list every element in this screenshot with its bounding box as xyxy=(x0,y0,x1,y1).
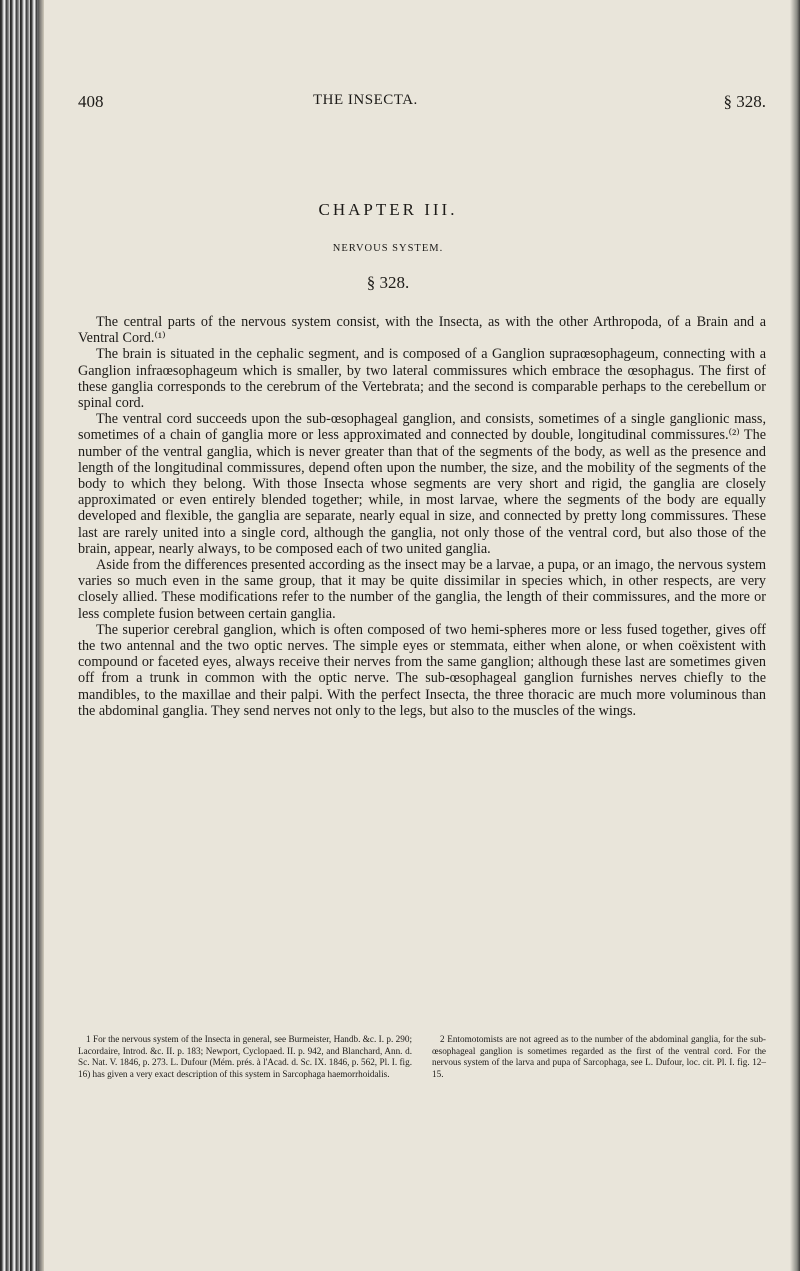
paragraph: The brain is situated in the cephalic segment, and is composed of a Ganglion supraœsophageum, connecting with a Ganglion infraœsophageum which is smaller, by two lateral commissures which embrace the œsophagus. The first of these ganglia corresponds to the cerebrum of the Vertebrata; and the second is comparable perhaps to the cerebellum or spinal cord. xyxy=(78,346,766,412)
section-heading: § 328. xyxy=(366,273,410,292)
running-head xyxy=(78,92,778,116)
running-title: THE INSECTA. xyxy=(313,92,418,108)
footnotes xyxy=(78,1034,766,1080)
footnote-column-right xyxy=(432,1034,766,1080)
page-edge-shadow xyxy=(790,0,800,1271)
chapter-subtitle: NERVOUS SYSTEM. xyxy=(332,243,444,254)
paragraph: The ventral cord succeeds upon the sub-œsophageal ganglion, and consists, sometimes of a single ganglionic mass, sometimes of a chain of ganglia more or less approximated and connected by double, longitudinal commissures.⁽²⁾ The number of the ventral ganglia, which is never greater than that of the segments of the body, as well as the presence and length of the longitudinal commissures, depend often upon the number, the size, and the mobility of the segments of the body to which they belong. With those Insecta whose segments are very short and rigid, the ganglia are closely approximated or even entirely blended together; while, in most larvae, where the segments of the body are equally developed and flexible, the ganglia are separate, nearly equal in size, and connected by pretty long commissures. These last are rarely united into a single cord, although the ganglia, not only those of the ventral cord, but also those of the brain, appear, nearly always, to be composed each of two united ganglia. xyxy=(78,411,766,557)
paragraph: Aside from the differences presented according as the insect may be a larvae, a pupa, or an imago, the nervous system varies so much even in the same group, that it may be quite dissimilar in species which, in other respects, are very closely allied. These modifications refer to the number of the ganglia, the length of their commissures, and the more or less complete fusion between certain ganglia. xyxy=(78,557,766,622)
footnote-column-left xyxy=(78,1034,412,1080)
paragraph: The superior cerebral ganglion, which is often composed of two hemi-spheres more or less fused together, gives off the two antennal and the two optic nerves. The simple eyes or stemmata, either when alone, or when coëxistent with compound or faceted eyes, always receive their nerves from the same ganglion; although these last are sometimes given off from a trunk in common with the optic nerve. The sub-œsophageal ganglion furnishes nerves chiefly to the mandibles, to the maxillae and their palpi. With the perfect Insecta, the three thoracic are much more voluminous than the abdominal ganglia. They send nerves not only to the legs, but also to the muscles of the wings. xyxy=(78,621,766,719)
page-number: 408 xyxy=(78,92,104,111)
paragraph: The central parts of the nervous system consist, with the Insecta, as with the other Arthropoda, of a Brain and a Ventral Cord.⁽¹⁾ xyxy=(78,314,766,347)
gutter-shadow xyxy=(38,0,44,1271)
body-text xyxy=(78,314,766,719)
chapter-title: CHAPTER III. xyxy=(318,200,458,219)
book-page xyxy=(78,0,790,1271)
book-binding-edge xyxy=(0,0,40,1271)
running-section: § 328. xyxy=(723,92,766,111)
footnote: 1 For the nervous system of the Insecta in general, see Burmeister, Handb. &c. I. p. 290; Lacordaire, Introd. &c. II. p. 183; Newport, Cyclopaed. II. p. 942, and Blanchard, Ann. d. Sc. Nat. V. 1846, p. 273. L. Dufour (Mém. prés. à l'Acad. d. Sc. IX. 1846, p. 562, Pl. I. fig. 16) has given a very exact description of this system in Sarcophaga haemorrhoidalis. xyxy=(78,1034,412,1079)
footnote: 2 Entomotomists are not agreed as to the number of the abdominal ganglia, for the sub-œsophageal ganglion is sometimes regarded as the first of the ventral cord. For the nervous system of the larva and pupa of Sarcophaga, see L. Dufour, loc. cit. Pl. I. fig. 12–15. xyxy=(432,1034,766,1079)
